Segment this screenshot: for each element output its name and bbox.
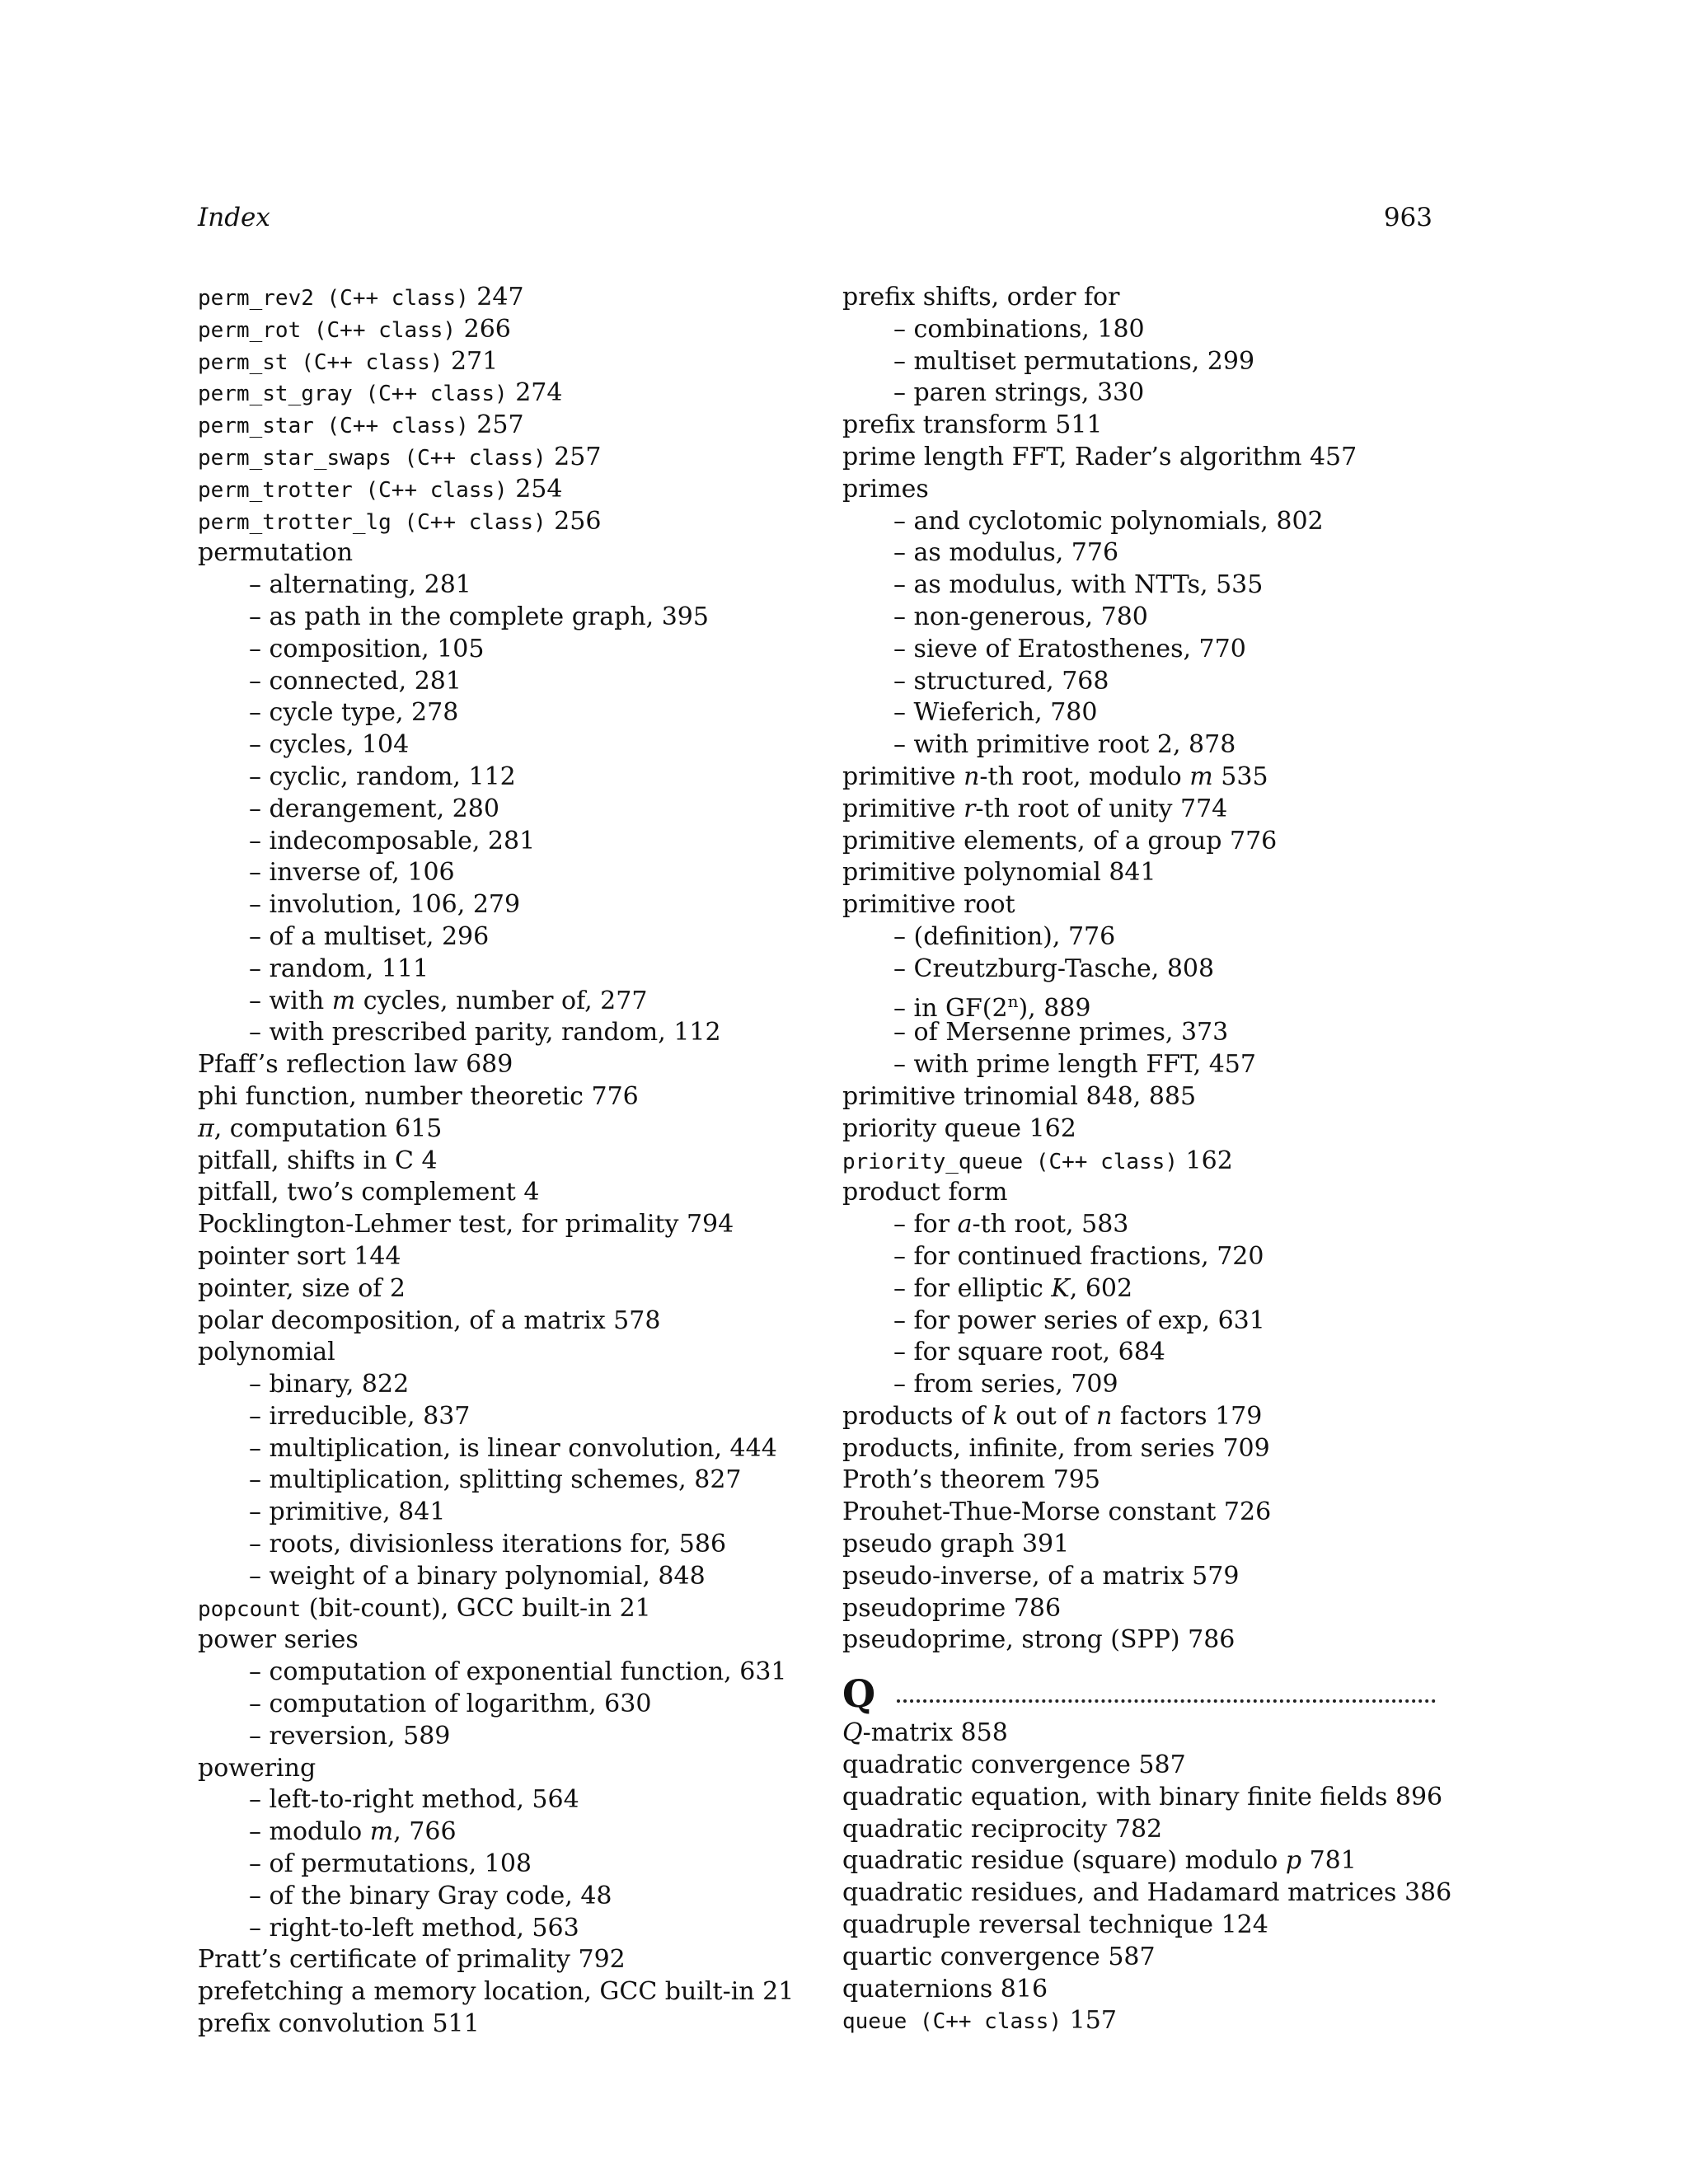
entry-text: quadruple reversal technique 124: [842, 1910, 1268, 1940]
index-entry: [198, 1593, 824, 1625]
entry-text: , computation 615: [213, 1113, 443, 1143]
index-entry: [198, 1273, 824, 1305]
index-subentry: [198, 1401, 824, 1433]
index-subentry: [842, 602, 1436, 634]
index-subentry: [842, 506, 1436, 538]
entry-text: , 602: [1069, 1273, 1133, 1303]
entry-text: random, 111: [269, 954, 429, 983]
index-entry: [842, 2005, 1436, 2037]
entry-text: quadratic residue (square) modulo: [842, 1846, 1286, 1876]
index-subentry: [842, 729, 1436, 762]
entry-text: 256: [546, 506, 602, 536]
index-subentry: [198, 1465, 824, 1497]
entry-text: pseudoprime 786: [842, 1593, 1062, 1623]
index-entry: [198, 314, 824, 346]
entry-text: for: [913, 1210, 958, 1240]
index-subentry: [842, 1273, 1436, 1305]
entry-text: (bit-count), GCC built-in 21: [301, 1593, 651, 1623]
index-subentry: [198, 1017, 824, 1049]
entry-text: 266: [456, 314, 511, 344]
entry-text: with primitive root 2, 878: [913, 730, 1236, 760]
entry-text: pseudo graph 391: [842, 1530, 1070, 1559]
index-entry: [842, 889, 1436, 921]
entry-text: reversion, 589: [269, 1721, 451, 1750]
entry-text: multiplication, splitting schemes, 827: [269, 1465, 742, 1495]
index-entry: [842, 1146, 1436, 1178]
index-entry: [198, 1337, 824, 1369]
index-entry: [198, 442, 824, 474]
code-identifier: perm_st_gray (C++ class): [198, 382, 508, 407]
code-identifier: perm_st (C++ class): [198, 349, 443, 375]
entry-text: involution, 106, 279: [269, 890, 521, 920]
index-entry: [842, 1113, 1436, 1146]
index-subentry: [198, 1529, 824, 1561]
entry-text: -th root, 583: [972, 1210, 1129, 1240]
entry-text: 257: [468, 410, 524, 440]
index-entry: [198, 1209, 824, 1241]
index-subentry: [198, 697, 824, 729]
index-letter: Q: [842, 1671, 876, 1717]
entry-text: factors 179: [1112, 1401, 1263, 1431]
entry-text: quadratic reciprocity 782: [842, 1814, 1163, 1844]
index-subentry: [198, 986, 824, 1018]
index-subentry: [198, 602, 824, 634]
entry-text: n: [1007, 991, 1019, 1011]
entry-text: with prescribed parity, random, 112: [269, 1018, 721, 1047]
index-subentry: [198, 826, 824, 858]
entry-text: -matrix 858: [862, 1718, 1008, 1748]
entry-text: composition, 105: [269, 634, 485, 663]
entry-text: quadratic convergence 587: [842, 1750, 1186, 1780]
math-symbol: K: [1051, 1273, 1070, 1303]
entry-text: primitive elements, of a group 776: [842, 826, 1278, 855]
index-subentry: [198, 889, 824, 921]
entry-text: multiset permutations, 299: [913, 346, 1255, 376]
entry-text: binary, 822: [269, 1370, 410, 1399]
index-subentry: [198, 762, 824, 794]
index-subentry: [842, 634, 1436, 666]
index-entry: [842, 1497, 1436, 1529]
index-subentry: [198, 1657, 824, 1689]
index-subentry: [198, 1433, 824, 1465]
entry-text: polar decomposition, of a matrix 578: [198, 1305, 661, 1335]
index-entry: [842, 1081, 1436, 1113]
entry-text: 157: [1062, 2006, 1117, 2036]
index-entry: [842, 826, 1436, 858]
index-entry: [198, 346, 824, 378]
math-symbol: p: [1285, 1846, 1302, 1876]
entry-text: products, infinite, from series 709: [842, 1433, 1270, 1463]
index-subentry: [842, 954, 1436, 986]
entry-text: out of: [1007, 1401, 1097, 1431]
index-subentry: [198, 666, 824, 698]
math-symbol: π: [198, 1113, 214, 1143]
code-identifier: perm_trotter_lg (C++ class): [198, 509, 546, 535]
index-subentry: [842, 697, 1436, 729]
index-subentry: [842, 1337, 1436, 1369]
entry-text: indecomposable, 281: [269, 826, 536, 855]
entry-text: products of: [842, 1401, 993, 1431]
entry-text: 254: [507, 474, 563, 504]
index-subentry: [198, 1497, 824, 1529]
index-entry: [842, 474, 1436, 506]
index-subentry: [842, 1241, 1436, 1273]
index-subentry: [198, 1689, 824, 1721]
index-entry: [842, 1974, 1436, 2006]
index-entry: [198, 1753, 824, 1785]
entry-text: primitive trinomial 848, 885: [842, 1081, 1197, 1111]
entry-text: inverse of, 106: [269, 858, 455, 888]
index-entry: [842, 410, 1436, 442]
index-subentry: [842, 986, 1436, 1023]
index-entry: [842, 1561, 1436, 1593]
entry-text: primitive polynomial 841: [842, 858, 1156, 888]
entry-text: for power series of exp, 631: [913, 1305, 1265, 1335]
index-column-left: [198, 282, 824, 2041]
code-identifier: perm_rot (C++ class): [198, 317, 457, 343]
entry-text: for square root, 684: [913, 1338, 1165, 1367]
math-symbol: m: [331, 986, 356, 1015]
entry-text: primes: [842, 474, 929, 504]
entry-text: prefix convolution 511: [198, 2009, 480, 2039]
index-subentry: [842, 921, 1436, 954]
index-entry: [842, 1814, 1436, 1846]
index-entry: [198, 377, 824, 410]
entry-text: of the binary Gray code, 48: [269, 1881, 612, 1910]
entry-text: of Mersenne primes, 373: [913, 1018, 1229, 1047]
entry-text: for continued fractions, 720: [913, 1241, 1264, 1271]
index-subentry: [842, 1369, 1436, 1401]
entry-text: , 766: [393, 1817, 457, 1847]
math-symbol: k: [992, 1401, 1008, 1431]
entry-text: 535: [1212, 762, 1268, 791]
entry-text: Pocklington-Lehmer test, for primality 794: [198, 1210, 734, 1240]
entry-text: combinations, 180: [913, 314, 1145, 344]
code-identifier: perm_trotter (C++ class): [198, 477, 508, 503]
index-entry: [198, 1944, 824, 1976]
entry-text: 162: [1178, 1146, 1233, 1175]
dot-leader: [897, 1699, 1436, 1703]
math-symbol: m: [369, 1817, 394, 1847]
entry-text: priority queue 162: [842, 1113, 1076, 1143]
index-entry: [842, 794, 1436, 826]
entry-text: modulo: [269, 1817, 370, 1847]
entry-text: with: [269, 986, 332, 1015]
code-identifier: perm_rev2 (C++ class): [198, 286, 469, 311]
index-subentry: [198, 1913, 824, 1945]
entry-text: of a multiset, 296: [269, 921, 490, 951]
index-subentry: [842, 346, 1436, 378]
index-subentry: [198, 1561, 824, 1593]
index-entry: [842, 1433, 1436, 1465]
entry-text: cycle type, 278: [269, 698, 459, 728]
entry-text: in GF(2: [913, 993, 1008, 1023]
entry-text: primitive: [842, 762, 964, 791]
entry-text: cycles, 104: [269, 730, 410, 760]
entry-text: Prouhet-Thue-Morse constant 726: [842, 1497, 1272, 1527]
entry-text: quaternions 816: [842, 1974, 1048, 2004]
index-subentry: [198, 1849, 824, 1881]
entry-text: Pfaff’s reflection law 689: [198, 1050, 513, 1080]
index-entry: [198, 282, 824, 314]
index-entry: [842, 857, 1436, 889]
index-entry: [198, 1624, 824, 1657]
index-entry: [198, 410, 824, 442]
index-subentry: [198, 794, 824, 826]
entry-text: as modulus, with NTTs, 535: [913, 570, 1264, 600]
index-entry: [198, 1305, 824, 1338]
index-entry: [842, 1624, 1436, 1657]
index-entry: [198, 1049, 824, 1081]
index-subentry: [842, 377, 1436, 410]
index-subentry: [842, 314, 1436, 346]
index-entry: [842, 1910, 1436, 1942]
entry-text: power series: [198, 1625, 359, 1655]
entry-text: prefetching a memory location, GCC built-in 21: [198, 1977, 795, 2007]
entry-text: 274: [507, 378, 563, 408]
entry-text: weight of a binary polynomial, 848: [269, 1561, 706, 1591]
entry-text: 247: [468, 283, 524, 312]
entry-text: prefix shifts, order for: [842, 283, 1120, 312]
entry-text: and cyclotomic polynomials, 802: [913, 506, 1324, 536]
entry-text: connected, 281: [269, 666, 462, 696]
index-subentry: [198, 569, 824, 602]
index-subentry: [842, 666, 1436, 698]
index-entry: [842, 1942, 1436, 1974]
math-symbol: n: [1096, 1401, 1113, 1431]
index-subentry: [842, 1049, 1436, 1081]
index-subentry: [842, 1017, 1436, 1049]
entry-text: Wieferich, 780: [913, 698, 1098, 728]
index-entry: [198, 1976, 824, 2008]
entry-text: derangement, 280: [269, 794, 499, 823]
index-entry: [198, 1113, 824, 1146]
index-subentry: [842, 1305, 1436, 1338]
entry-text: -th root of unity 774: [975, 794, 1228, 823]
entry-text: pitfall, two’s complement 4: [198, 1178, 540, 1207]
index-entry: [842, 1718, 1436, 1750]
index-entry: [198, 1081, 824, 1113]
index-entry: [842, 1177, 1436, 1209]
running-header-title: Index: [198, 203, 270, 232]
index-subentry: [198, 1721, 824, 1753]
entry-text: pointer, size of 2: [198, 1273, 406, 1303]
entry-text: Creutzburg-Tasche, 808: [913, 954, 1215, 983]
entry-text: Pratt’s certificate of primality 792: [198, 1945, 626, 1975]
index-subentry: [842, 569, 1436, 602]
index-subentry: [198, 1369, 824, 1401]
index-entry: [842, 442, 1436, 474]
index-subentry: [198, 1816, 824, 1849]
entry-text: pitfall, shifts in C 4: [198, 1146, 438, 1175]
index-entry: [842, 762, 1436, 794]
entry-text: roots, divisionless iterations for, 586: [269, 1530, 727, 1559]
index-subentry: [198, 634, 824, 666]
entry-text: computation of logarithm, 630: [269, 1690, 652, 1719]
entry-text: pointer sort 144: [198, 1241, 401, 1271]
index-subentry: [842, 1209, 1436, 1241]
math-symbol: Q: [842, 1718, 863, 1748]
index-entry: [198, 2008, 824, 2041]
entry-text: quadratic residues, and Hadamard matrices 386: [842, 1878, 1452, 1908]
math-symbol: a: [957, 1210, 973, 1240]
index-entry: [198, 474, 824, 506]
entry-text: Proth’s theorem 795: [842, 1465, 1100, 1495]
entry-text: non-generous, 780: [913, 602, 1148, 631]
index-entry: [842, 282, 1436, 314]
entry-text: 271: [443, 346, 499, 376]
entry-text: alternating, 281: [269, 570, 471, 600]
entry-text: primitive, 841: [269, 1497, 446, 1527]
entry-text: quartic convergence 587: [842, 1942, 1156, 1971]
index-letter-heading: [842, 1668, 1436, 1718]
index-subentry: [842, 537, 1436, 569]
math-symbol: n: [964, 762, 980, 791]
index-entry: [842, 1877, 1452, 1910]
entry-text: as path in the complete graph, 395: [269, 602, 709, 631]
index-entry: [842, 1845, 1436, 1877]
entry-text: left-to-right method, 564: [269, 1785, 579, 1815]
index-entry: [198, 1241, 824, 1273]
entry-text: 257: [546, 442, 602, 471]
entry-text: for elliptic: [913, 1273, 1052, 1303]
index-subentry: [198, 729, 824, 762]
entry-text: cycles, number of, 277: [355, 986, 648, 1015]
entry-text: pseudo-inverse, of a matrix 579: [842, 1561, 1240, 1591]
index-subentry: [198, 1881, 824, 1913]
entry-text: polynomial: [198, 1338, 335, 1367]
index-entry: [198, 537, 824, 569]
index-entry: [842, 1782, 1443, 1814]
entry-text: sieve of Eratosthenes, 770: [913, 634, 1246, 663]
entry-text: phi function, number theoretic 776: [198, 1081, 639, 1111]
entry-text: permutation: [198, 538, 354, 568]
entry-text: powering: [198, 1753, 316, 1783]
code-identifier: perm_star (C++ class): [198, 414, 469, 439]
entry-text: primitive: [842, 794, 964, 823]
entry-text: from series, 709: [913, 1370, 1118, 1399]
code-identifier: queue (C++ class): [842, 2009, 1062, 2035]
entry-text: irreducible, 837: [269, 1401, 471, 1431]
index-entry: [842, 1593, 1436, 1625]
code-identifier: priority_queue (C++ class): [842, 1149, 1178, 1174]
entry-text: ), 889: [1018, 993, 1091, 1023]
index-entry: [842, 1750, 1436, 1782]
entry-text: 781: [1301, 1846, 1357, 1876]
entry-text: prime length FFT, Rader’s algorithm 457: [842, 442, 1357, 471]
index-subentry: [198, 954, 824, 986]
code-identifier: perm_star_swaps (C++ class): [198, 445, 546, 471]
index-entry: [842, 1401, 1436, 1433]
entry-text: of permutations, 108: [269, 1849, 532, 1879]
entry-text: -th root, modulo: [979, 762, 1190, 791]
index-column-right: [842, 282, 1452, 2037]
index-entry: [198, 1177, 824, 1209]
entry-text: structured, 768: [913, 666, 1109, 696]
entry-text: quadratic equation, with binary finite fields 896: [842, 1782, 1443, 1811]
entry-text: (definition), 776: [913, 921, 1116, 951]
index-entry: [842, 1465, 1436, 1497]
index-subentry: [198, 1784, 824, 1816]
index-subentry: [198, 857, 824, 889]
entry-text: pseudoprime, strong (SPP) 786: [842, 1625, 1236, 1655]
code-identifier: popcount: [198, 1596, 302, 1622]
entry-text: product form: [842, 1178, 1008, 1207]
entry-text: primitive root: [842, 890, 1015, 920]
math-symbol: m: [1189, 762, 1213, 791]
entry-text: with prime length FFT, 457: [913, 1050, 1256, 1080]
entry-text: computation of exponential function, 631: [269, 1657, 787, 1687]
math-symbol: r: [964, 794, 976, 823]
entry-text: right-to-left method, 563: [269, 1913, 579, 1943]
index-subentry: [198, 921, 824, 954]
entry-text: prefix transform 511: [842, 410, 1103, 440]
entry-text: as modulus, 776: [913, 538, 1119, 568]
entry-text: multiplication, is linear convolution, 444: [269, 1433, 777, 1463]
index-entry: [198, 1146, 824, 1178]
index-entry: [842, 1529, 1436, 1561]
index-entry: [198, 506, 824, 538]
entry-text: cyclic, random, 112: [269, 762, 516, 791]
page-number: 963: [1383, 203, 1432, 232]
entry-text: paren strings, 330: [913, 378, 1145, 408]
